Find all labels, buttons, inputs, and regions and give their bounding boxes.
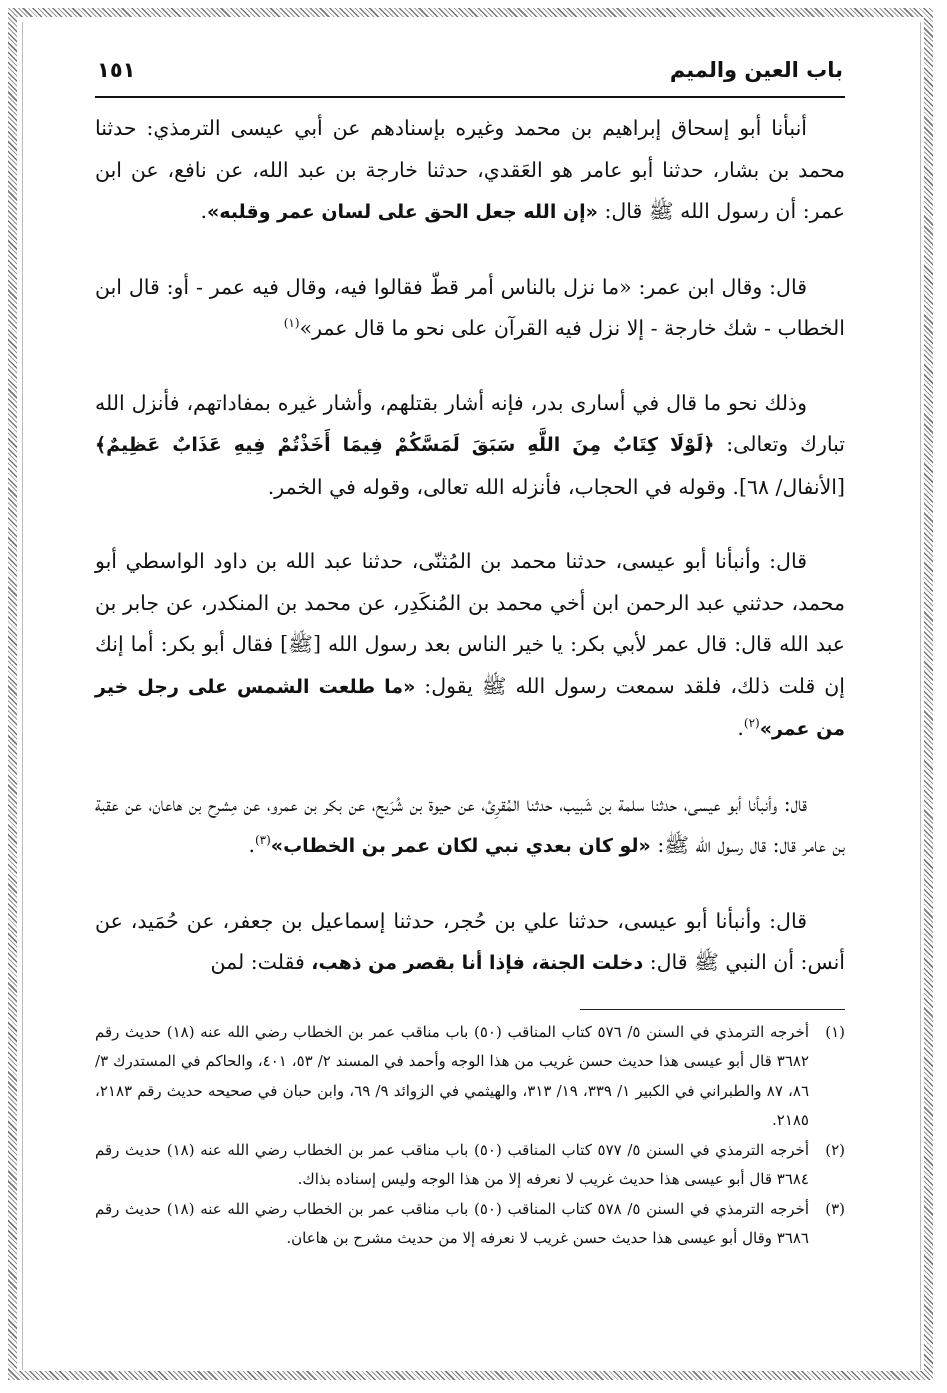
footnote-text: أخرجه الترمذي في السنن ٥/ ٥٧٦ كتاب المناقب (٥٠) باب مناقب عمر بن الخطاب رضي الله عنه (١٨) حديث رقم ٣٦٨٢ قال أبو عيسى هذا حديث حسن غريب من هذا الوجه وأحمد في المسند ٢/ ٥٣، ٤٠١، والحاكم في المستدرك ٣/ ٨٦، ٨٧ والطبراني في الكبير ١/ ٣٣٩، ١٩/ ٣١٣، والهيثمي في الزوائد ٩/ ٦٩، وابن حبان في صحيحه حديث رقم ٢١٨٣، ٢١٨٥. <box>95 1022 810 1129</box>
footnote <box>95 1195 845 1254</box>
quran-verse: ﴿لَوْلَا كِتَابٌ مِنَ اللَّهِ سَبَقَ لَمَسَّكُمْ فِيمَا أَخَذْتُمْ فِيهِ عَذَابٌ عَظِيمٌ﴾ <box>95 434 715 456</box>
footnote-number: (١) <box>825 1022 845 1041</box>
paragraph: قال: وأنبأنا أبو عيسى، حدثنا سلمة بن شَبيب، حدثنا المُقرِئ، عن حيوة بن شُرَيح، عن بكر بن عمرو، عن مِشرح بن هاعان، عن عقبة بن عامر قال: قال رسول الله ﷺ: «لو كان بعدي نبي لكان عمر بن الخطاب»$^{(٣)}$. <box>95 791 845 857</box>
page-number: ١٥١ <box>97 58 136 82</box>
footnote-ref[interactable]: (٣) <box>254 833 271 848</box>
paragraph: أنبأنا أبو إسحاق إبراهيم بن محمد وغيره بإسنادهم عن أبي عيسى الترمذي: حدثنا محمد بن بشار، حدثنا أبو عامر هو العَقدي، حدثنا خارجة بن عبد الله، عن نافع، عن ابن عمر: أن رسول الله ﷺ قال: «إن الله جعل الحق على لسان عمر وقلبه». <box>95 116 845 223</box>
footnote-number: (٢) <box>825 1140 845 1159</box>
footnote-text: أخرجه الترمذي في السنن ٥/ ٥٧٨ كتاب المناقب (٥٠) باب مناقب عمر بن الخطاب رضي الله عنه (١٨) حديث رقم ٣٦٨٦ وقال أبو عيسى هذا حديث حسن غريب لا نعرفه إلا من حديث مشرح بن هاعان. <box>95 1199 810 1247</box>
footnotes <box>95 1018 845 1254</box>
paragraph: قال: وأنبأنا أبو عيسى، حدثنا محمد بن المُثنّى، حدثنا عبد الله بن داود الواسطي أبو محمد، حدثني عبد الرحمن ابن أخي محمد بن المُنكَدِر، عن محمد بن المنكدر، عن جابر بن عبد الله قال: قال عمر لأبي بكر: يا خير الناس بعد رسول الله [ﷺ] فقال أبو بكر: أما إنك إن قلت ذلك، فلقد سمعت رسول الله ﷺ يقول: «ما طلعت الشمس على رجل خير من عمر»$^{(٢)}$. <box>95 549 845 740</box>
paragraph: قال: وأنبأنا أبو عيسى، حدثنا علي بن حُجر، حدثنا إسماعيل بن جعفر، عن حُمَيد، عن أنس: أن النبي ﷺ قال: دخلت الجنة، فإذا أنا بقصر من ذهب، فقلت: لمن <box>95 908 845 974</box>
book-page <box>95 58 845 1254</box>
footnote <box>95 1018 845 1136</box>
paragraph: وذلك نحو ما قال في أسارى بدر، فإنه أشار بقتلهم، وأشار غيره بمفاداتهم، فأنزل الله تبارك وتعالى: ﴿لَوْلَا كِتَابٌ مِنَ اللَّهِ سَبَقَ لَمَسَّكُمْ فِيمَا أَخَذْتُمْ فِيهِ عَذَابٌ عَظِيمٌ﴾ [الأنفال/ ٦٨]. وقوله في الحجاب، فأنزله الله تعالى، وقوله في الخمر. <box>95 390 845 499</box>
footnote-ref[interactable]: (١) <box>283 316 300 331</box>
footnote-rule <box>580 1009 845 1010</box>
main-text <box>95 108 845 985</box>
chapter-title: باب العين والميم <box>669 58 843 82</box>
footnote-ref[interactable]: (٢) <box>743 716 760 731</box>
footnote <box>95 1136 845 1195</box>
header-rule <box>95 96 845 98</box>
running-header <box>95 58 845 94</box>
footnote-number: (٣) <box>825 1199 845 1218</box>
paragraph: قال: وقال ابن عمر: «ما نزل بالناس أمر قطّ فقالوا فيه، وقال فيه عمر - أو: قال ابن الخطاب - شك خارجة - إلا نزل فيه القرآن على نحو ما قال عمر»$^{(١)}$ <box>95 274 845 340</box>
footnote-text: أخرجه الترمذي في السنن ٥/ ٥٧٧ كتاب المناقب (٥٠) باب مناقب عمر بن الخطاب رضي الله عنه (١٨) حديث رقم ٣٦٨٤ قال أبو عيسى هذا حديث غريب لا نعرفه إلا من هذا الوجه وليس إسناده بذاك. <box>95 1140 810 1188</box>
